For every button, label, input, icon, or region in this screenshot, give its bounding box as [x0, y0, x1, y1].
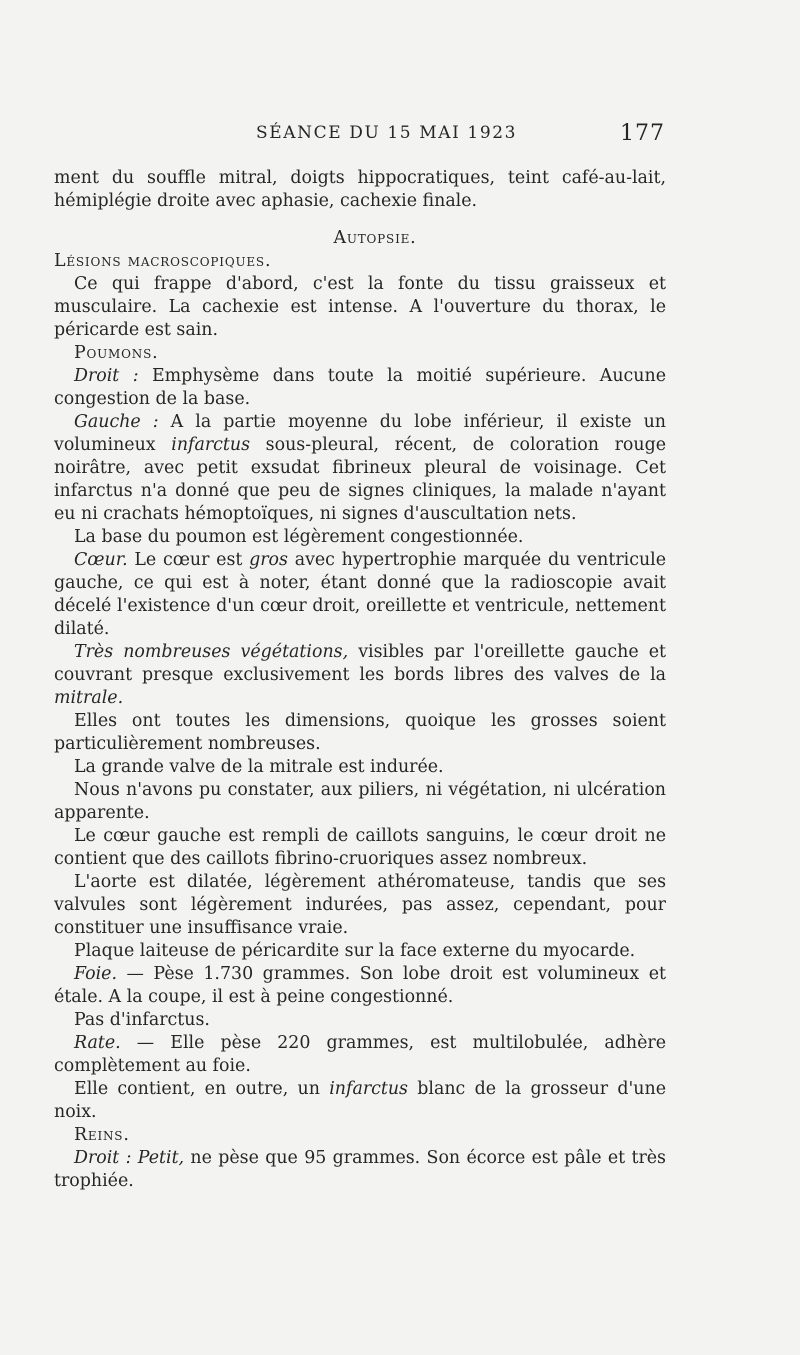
paragraph-rate: Rate. — Elle pèse 220 grammes, est multilobulée, adhère complètement au foie.	[54, 1033, 666, 1076]
paragraph-piliers: Nous n'avons pu constater, aux piliers, ni végétation, ni ulcération apparente.	[54, 780, 666, 823]
paragraph-reins-droit: Droit : Petit, ne pèse que 95 grammes. Son écorce est pâle et très trophiée.	[54, 1148, 666, 1191]
subheading-lesions: Lésions macroscopiques.	[54, 251, 272, 271]
paragraph-coeur-gauche: Le cœur gauche est rempli de caillots sanguins, le cœur droit ne contient que des caillots fibrino-cruoriques assez nombreux.	[54, 826, 666, 869]
paragraph-grande-valve: La grande valve de la mitrale est indurée.	[74, 757, 444, 777]
paragraph-aorte: L'aorte est dilatée, légèrement athéromateuse, tandis que ses valvules sont légèrement indurées, pas assez, cependant, pour constituer une insuffisance vraie.	[54, 872, 666, 938]
body-text	[54, 167, 666, 1193]
page-header	[0, 121, 800, 151]
paragraph-rate-infarctus: Elle contient, en outre, un infarctus blanc de la grosseur d'une noix.	[54, 1079, 666, 1122]
subheading-reins: Reins.	[74, 1125, 130, 1145]
paragraph-elles: Elles ont toutes les dimensions, quoique les grosses soient particulièrement nombreuses.	[54, 711, 666, 754]
paragraph-base-poumon: La base du poumon est légèrement congestionnée.	[74, 527, 524, 547]
paragraph-poumon-droit: Droit : Emphysème dans toute la moitié supérieure. Aucune congestion de la base.	[54, 366, 666, 409]
label-rate: Rate.	[74, 1033, 121, 1053]
section-heading-autopsie: Autopsie.	[333, 228, 417, 248]
paragraph-plaque: Plaque laiteuse de péricardite sur la face externe du myocarde.	[74, 941, 636, 961]
running-title: SÉANCE DU 15 MAI 1923	[256, 123, 518, 143]
subheading-poumons: Poumons.	[74, 343, 159, 363]
paragraph-vegetations: Très nombreuses végétations, visibles par l'oreillette gauche et couvrant presque exclusivement les bords libres des valves de la mitrale.	[54, 642, 666, 708]
paragraph-pas-infarctus: Pas d'infarctus.	[74, 1010, 210, 1030]
label-coeur: Cœur.	[74, 550, 128, 570]
label-reins-droit: Droit : Petit,	[74, 1148, 185, 1168]
paragraph-coeur: Cœur. Le cœur est gros avec hypertrophie marquée du ventricule gauche, ce qui est à noter, étant donné que la radioscopie avait décelé l'existence d'un cœur droit, oreillette et ventricule, nettement dilaté.	[54, 550, 667, 639]
label-gauche: Gauche :	[74, 412, 159, 432]
label-droit: Droit :	[74, 366, 139, 386]
paragraph-continuation: ment du souffle mitral, doigts hippocratiques, teint café-au-lait, hémiplégie droite avec aphasie, cachexie finale.	[54, 168, 666, 211]
label-foie: Foie.	[74, 964, 117, 984]
page-number: 177	[620, 121, 665, 146]
paragraph-intro: Ce qui frappe d'abord, c'est la fonte du tissu graisseux et musculaire. La cachexie est intense. A l'ouverture du thorax, le péricarde est sain.	[54, 274, 666, 340]
paragraph-foie: Foie. — Pèse 1.730 grammes. Son lobe droit est volumineux et étale. A la coupe, il est à peine congestionné.	[54, 964, 666, 1007]
paragraph-poumon-gauche: Gauche : A la partie moyenne du lobe inférieur, il existe un volumineux infarctus sous-pleural, récent, de coloration rouge noirâtre, avec petit exsudat fibrineux pleural de voisinage. Cet infarctus n'a donné que peu de signes cliniques, la malade n'ayant eu ni crachats hémoptoïques, ni signes d'auscultation nets.	[54, 412, 667, 524]
